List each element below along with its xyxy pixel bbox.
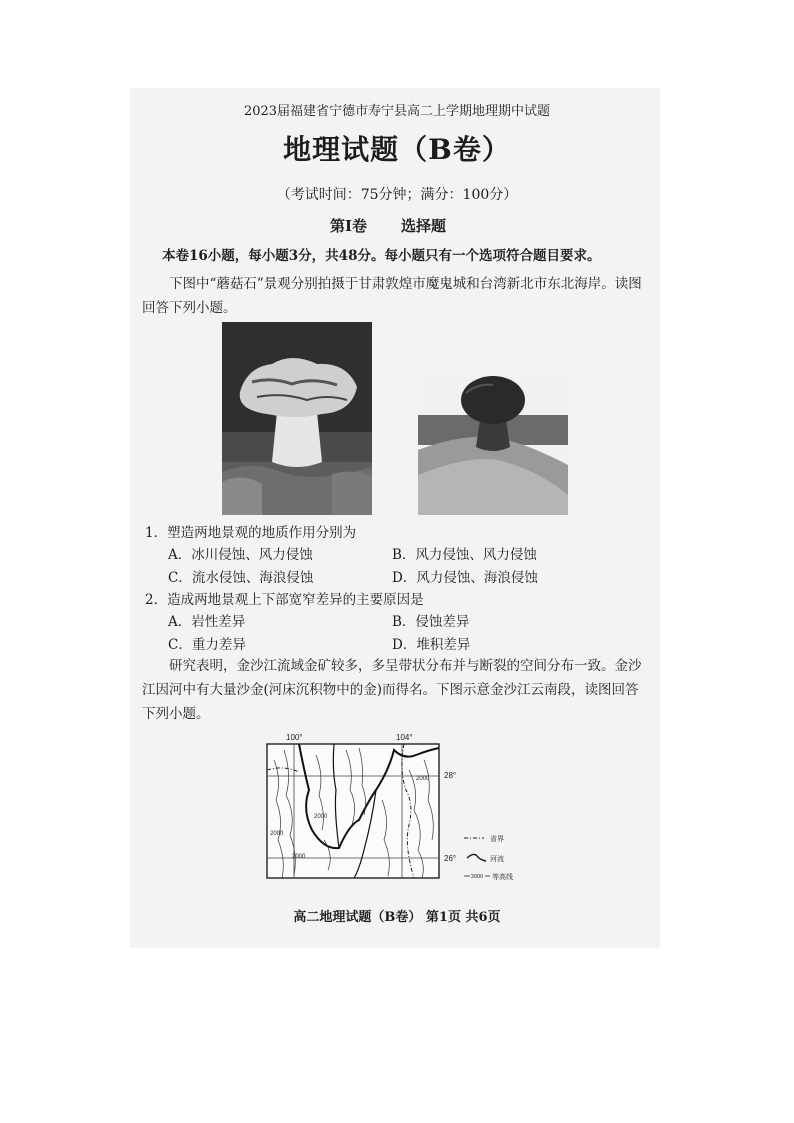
section-instruction: 本卷16小题，每小题3分，共48分。每小题只有一个选项符合题目要求。: [162, 248, 601, 264]
question-1-stem: 1．塑造两地景观的地质作用分别为: [145, 525, 357, 541]
exam-info: （考试时间：75分钟；满分：100分）: [276, 187, 518, 203]
question-2-option-c[interactable]: C．重力差异: [168, 637, 246, 653]
map-contour-label-3: 2000: [292, 854, 306, 860]
jinsha-river-map: [264, 730, 534, 885]
question-1-option-a[interactable]: A．冰川侵蚀、风力侵蚀: [168, 547, 313, 563]
map-contour-label-1: 2000: [270, 831, 284, 837]
map-lon-label-1: 100°: [286, 733, 303, 742]
photo-dunhuang-mushroom-rock: [222, 322, 372, 515]
legend-contour-line: 等高线: [492, 873, 513, 881]
photo-taiwan-mushroom-rock: [418, 375, 568, 515]
document-title: 2023届福建省宁德市寿宁县高二上学期地理期中试题: [243, 104, 551, 119]
legend-province-border: 省界: [490, 835, 504, 843]
legend-river: 河流: [490, 855, 504, 863]
question-1-option-b[interactable]: B．风力侵蚀、风力侵蚀: [392, 547, 537, 563]
page-footer: 高二地理试题（B卷） 第1页 共6页: [293, 910, 501, 925]
map-lon-label-2: 104°: [396, 733, 413, 742]
section-name: 选择题: [401, 217, 447, 235]
question-1-option-d[interactable]: D．风力侵蚀、海浪侵蚀: [392, 570, 538, 586]
question-2-option-b[interactable]: B．侵蚀差异: [392, 614, 470, 630]
map-contour-label-2: 2000: [314, 814, 328, 820]
exam-title: 地理试题（B卷）: [283, 133, 511, 166]
map-contour-label-4: 2000: [416, 776, 430, 782]
question-2-stem: 2．造成两地景观上下部宽窄差异的主要原因是: [145, 592, 424, 608]
intro-paragraph-1: 下图中“蘑菇石”景观分别拍摄于甘肃敦煌市魔鬼城和台湾新北市东北海岸。读图回答下列小题。: [142, 276, 642, 316]
question-2-option-d[interactable]: D．堆积差异: [392, 637, 471, 653]
map-lat-label-2: 26°: [444, 854, 457, 863]
question-1-option-c[interactable]: C．流水侵蚀、海浪侵蚀: [168, 570, 314, 586]
section-heading: [330, 215, 446, 236]
intro-paragraph-2: 研究表明，金沙江流域金矿较多，多呈带状分布并与断裂的空间分布一致。金沙江因河中有大量沙金(河床沉积物中的金)而得名。下图示意金沙江云南段，读图回答下列小题。: [142, 658, 642, 722]
section-label: 第Ⅰ卷: [330, 217, 368, 235]
map-lat-label-1: 28°: [444, 771, 457, 780]
question-2-option-a[interactable]: A．岩性差异: [168, 614, 246, 630]
legend-contour-value: 2000: [471, 874, 484, 880]
